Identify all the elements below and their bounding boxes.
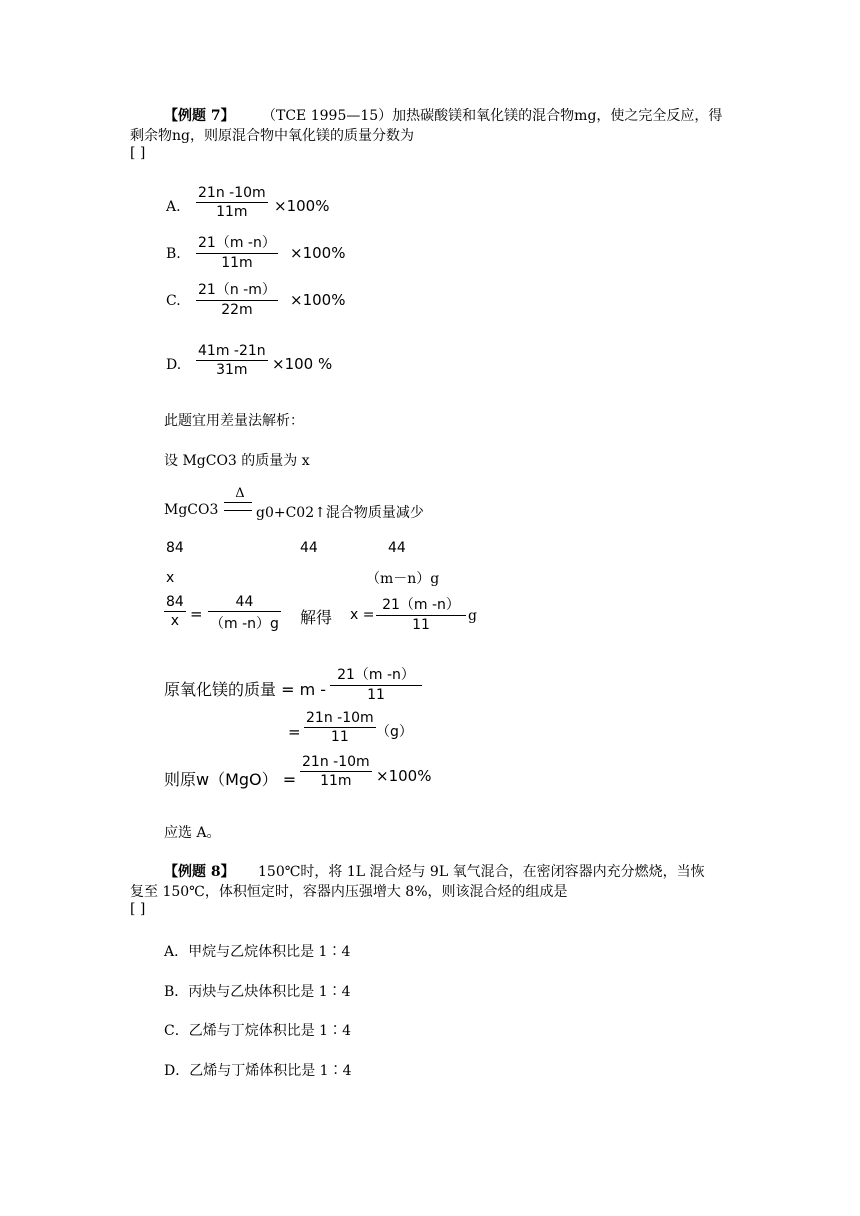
example7-answer-bracket: [ ] [130,145,146,161]
eq1-fraction-84-x [164,594,186,629]
mgo-mass-label: 原氧化镁的质量 = m - [164,680,327,699]
fraction-bar [304,727,376,728]
mgo-mass2-unit: （g） [376,724,413,740]
w-mgo-denominator: 11m [320,773,352,789]
option-b-letter: B. [166,246,181,262]
option-b-denominator: 11m [221,255,253,271]
option-c-fraction [196,279,278,318]
option-d-denominator: 31m [216,362,248,378]
fraction-bar [330,685,422,686]
fraction-bar [376,615,466,616]
example8-option-b: B．丙炔与乙炔体积比是 1∶4 [164,984,351,1000]
row-44-a: 44 [300,540,318,556]
eq1-fraction-44-mn [208,594,281,633]
fraction-bar [164,611,186,612]
mgo-mass2-denominator: 11 [330,729,349,745]
fraction-bar [196,300,278,301]
row-84: 84 [166,540,184,556]
fraction-bar [208,611,281,612]
eq1-solve-label: 解得 [300,608,333,627]
eq1-numerator-84: 84 [166,594,184,610]
eq1-denominator-mn: （m -n）g [210,616,279,632]
eq1-numerator-44: 44 [235,594,254,610]
eq1-denominator-x: x [170,613,180,629]
row-m-minus-n: （m－n）g [366,571,440,587]
eq1-x-equals: x = [350,607,375,623]
option-a-numerator: 21n -10m [198,185,266,201]
option-a-tail: ×100% [274,197,330,215]
fraction-bar [196,360,268,361]
fraction-bar [196,253,278,254]
w-mgo-tail: ×100% [376,767,432,785]
eq1-unit-g: g [468,608,477,624]
answer-text: 应选 A。 [164,825,221,841]
row-44-b: 44 [388,540,406,556]
mgo-mass-numerator: 21（m -n） [337,667,415,683]
eq1-result-fraction [376,594,466,633]
heat-delta-icon: Δ [235,486,245,501]
fraction-bar [300,771,372,772]
option-c-tail: ×100% [290,291,346,309]
option-a-fraction [196,185,268,220]
example8-tag: 【例题 8】 [164,864,235,880]
w-mgo-fraction [300,754,372,789]
option-d-letter: D. [166,357,182,373]
example8-option-c: C．乙烯与丁烷体积比是 1∶4 [164,1023,351,1039]
eq1-result-numerator: 21（m -n） [382,597,460,613]
w-mgo-label: 则原w（MgO） = [164,770,297,789]
example8-option-a: A．甲烷与乙烷体积比是 1∶4 [164,944,351,960]
example8-answer-bracket: [ ] [130,901,146,917]
fraction-bar [196,202,268,203]
example8-option-d: D．乙烯与丁烯体积比是 1∶4 [164,1063,352,1079]
analysis-text: 此题宜用差量法解析： [164,413,304,429]
reaction-products: g0+C02↑混合物质量减少 [256,505,424,521]
option-c-numerator: 21（n -m） [198,282,276,298]
reaction-reactant: MgCO3 [164,502,219,518]
option-b-tail: ×100% [290,244,346,262]
example8-question-line1: 150℃时，将 1L 混合烃与 9L 氧气混合，在密闭容器内充分燃烧，当恢 [258,864,705,880]
mgo-mass2-equals: = [288,723,301,741]
eq1-equals: = [190,605,203,623]
eq1-result-denominator: 11 [412,617,430,633]
option-b-fraction [196,232,278,271]
option-d-numerator: 41m -21n [198,343,266,359]
mgo-mass-fraction [330,664,422,703]
mgo-mass2-numerator: 21n -10m [306,710,374,726]
row-x: x [166,570,175,586]
option-d-fraction [196,343,268,378]
option-b-numerator: 21（m -n） [198,235,276,251]
mgo-mass-denominator: 11 [367,687,385,703]
option-c-letter: C. [166,293,181,309]
w-mgo-numerator: 21n -10m [302,754,370,770]
option-d-tail: ×100 % [272,355,333,373]
example7-question-line1: （TCE 1995—15）加热碳酸镁和氧化镁的混合物mg，使之完全反应，得 [262,108,723,124]
option-a-denominator: 11m [216,204,248,220]
set-x-text: 设 MgCO3 的质量为 x [164,453,310,469]
example8-question-line2: 复至 150℃，体积恒定时，容器内压强增大 8%，则该混合烃的组成是 [130,884,568,900]
option-a-letter: A. [166,199,181,215]
example7-tag: 【例题 7】 [164,108,235,124]
example7-question-line2: 剩余物ng，则原混合物中氧化镁的质量分数为 [130,128,414,144]
option-c-denominator: 22m [221,302,253,318]
mgo-mass2-fraction [304,710,376,745]
reaction-equals-sign [224,502,252,511]
